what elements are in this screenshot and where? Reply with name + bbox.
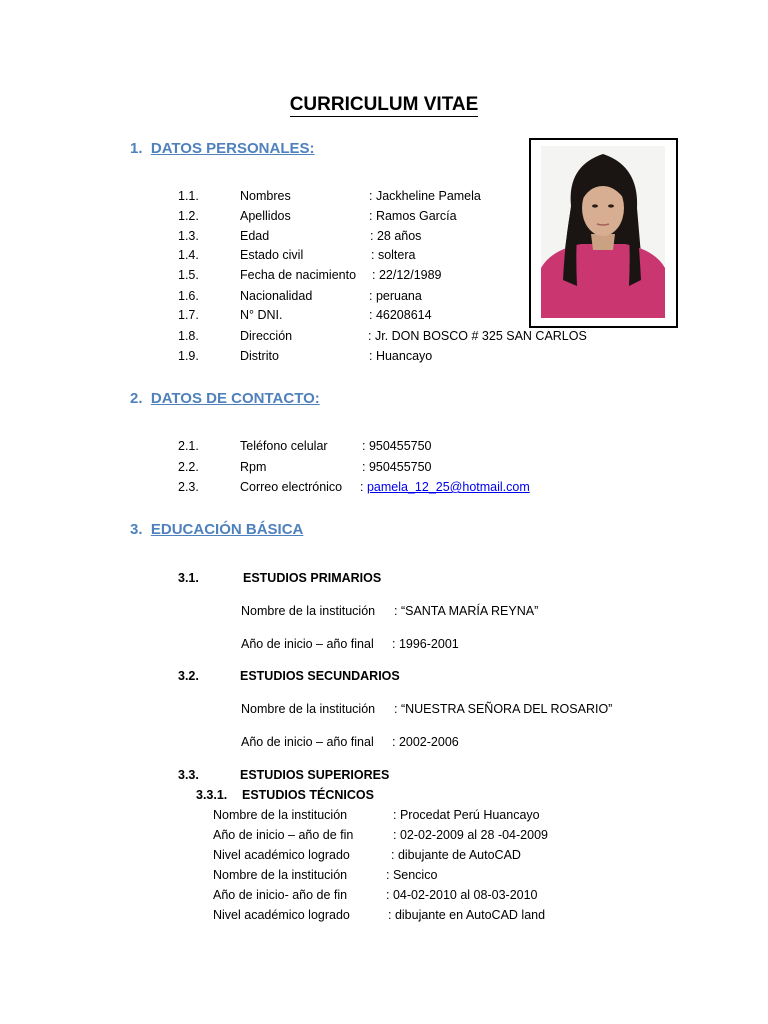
- field-label: Nombre de la institución: [213, 808, 348, 822]
- field-value: : 1996-2001: [392, 637, 459, 651]
- field-value: : Ramos García: [369, 209, 457, 223]
- list-item-num: 2.2.: [178, 460, 199, 474]
- field-label: Correo electrónico: [240, 480, 343, 494]
- subsection-heading-secondary: ESTUDIOS SECUNDARIOS: [240, 669, 400, 683]
- profile-photo: [529, 138, 678, 328]
- field-value: : Huancayo: [369, 349, 433, 363]
- subsection-heading-superior: ESTUDIOS SUPERIORES: [240, 768, 390, 782]
- email-field: [360, 480, 530, 494]
- subsection-heading-primary: ESTUDIOS PRIMARIOS: [243, 571, 382, 585]
- field-value: : “NUESTRA SEÑORA DEL ROSARIO”: [394, 702, 613, 716]
- subsection-num: 3.3.1.: [196, 788, 228, 802]
- field-label: Dirección: [240, 329, 293, 343]
- list-item-num: 1.6.: [178, 289, 199, 303]
- section-education-heading: 3. EDUCACIÓN BÁSICA: [130, 521, 304, 538]
- field-value: : 04-02-2010 al 08-03-2010: [386, 888, 538, 902]
- field-label: Nombres: [240, 189, 291, 203]
- portrait-image: [541, 146, 665, 318]
- list-item-num: 1.4.: [178, 248, 199, 262]
- field-label: Nivel académico logrado: [213, 908, 350, 922]
- field-label: Nivel académico logrado: [213, 848, 350, 862]
- field-label: N° DNI.: [240, 308, 283, 322]
- field-label: Distrito: [240, 349, 279, 363]
- field-label: Año de inicio – año de fin: [213, 828, 354, 842]
- field-label: Edad: [240, 229, 270, 243]
- field-value: : 28 años: [370, 229, 422, 243]
- field-value: : dibujante de AutoCAD: [391, 848, 521, 862]
- field-colon: :: [360, 480, 364, 494]
- field-value: : Sencico: [386, 868, 438, 882]
- field-label: Teléfono celular: [240, 439, 328, 453]
- field-value: : peruana: [369, 289, 422, 303]
- subsection-num: 3.2.: [178, 669, 199, 683]
- list-item-num: 1.1.: [178, 189, 199, 203]
- list-item-num: 1.8.: [178, 329, 199, 343]
- field-value: : soltera: [371, 248, 416, 262]
- list-item-num: 2.3.: [178, 480, 199, 494]
- section-contact-heading: 2. DATOS DE CONTACTO:: [130, 390, 320, 407]
- field-label: Año de inicio- año de fin: [213, 888, 348, 902]
- field-value: : Procedat Perú Huancayo: [393, 808, 540, 822]
- field-label: Nombre de la institución: [241, 604, 376, 618]
- list-item-num: 2.1.: [178, 439, 199, 453]
- list-item-num: 1.2.: [178, 209, 199, 223]
- field-value: : “SANTA MARÍA REYNA”: [394, 604, 539, 618]
- field-label: Estado civil: [240, 248, 304, 262]
- field-label: Año de inicio – año final: [241, 637, 374, 651]
- field-value: : 950455750: [362, 439, 432, 453]
- field-value: : 02-02-2009 al 28 -04-2009: [393, 828, 548, 842]
- list-item-num: 1.7.: [178, 308, 199, 322]
- section-personal-heading: 1. DATOS PERSONALES:: [130, 140, 315, 157]
- field-value: : Jr. DON BOSCO # 325 SAN CARLOS: [368, 329, 587, 343]
- field-label: Apellidos: [240, 209, 291, 223]
- field-label: Nombre de la institución: [241, 702, 376, 716]
- subsection-heading-technical: ESTUDIOS TÉCNICOS: [242, 788, 374, 802]
- field-value: : 22/12/1989: [372, 268, 442, 282]
- list-item-num: 1.9.: [178, 349, 199, 363]
- field-label: Rpm: [240, 460, 267, 474]
- field-label: Nacionalidad: [240, 289, 313, 303]
- list-item-num: 1.5.: [178, 268, 199, 282]
- subsection-num: 3.3.: [178, 768, 199, 782]
- field-label: Nombre de la institución: [213, 868, 348, 882]
- field-value: : dibujante en AutoCAD land: [388, 908, 546, 922]
- field-label: Fecha de nacimiento: [240, 268, 357, 282]
- field-value: : 2002-2006: [392, 735, 459, 749]
- subsection-num: 3.1.: [178, 571, 199, 585]
- list-item-num: 1.3.: [178, 229, 199, 243]
- document-title: CURRICULUM VITAE: [289, 94, 479, 115]
- field-value: : Jackheline Pamela: [369, 189, 481, 203]
- field-label: Año de inicio – año final: [241, 735, 374, 749]
- field-value: : 950455750: [362, 460, 432, 474]
- email-link[interactable]: pamela_12_25@hotmail.com: [366, 480, 530, 494]
- field-value: : 46208614: [369, 308, 432, 322]
